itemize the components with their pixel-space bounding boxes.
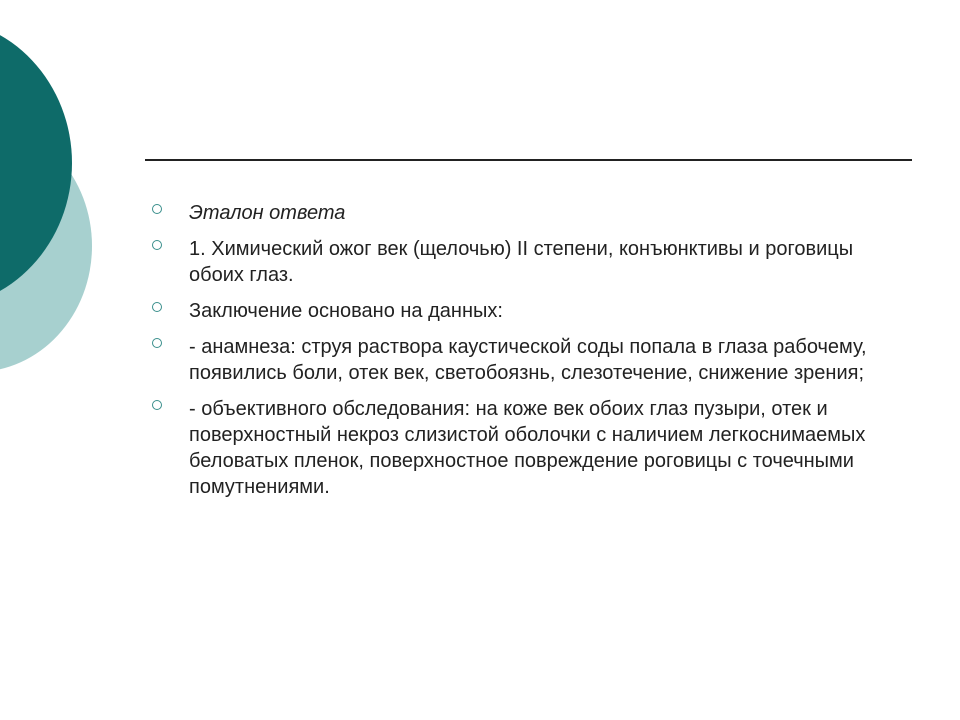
bullet-item-conclusion bbox=[152, 298, 892, 324]
hollow-circle-icon bbox=[152, 400, 162, 410]
bullet-list bbox=[152, 200, 892, 510]
bullet-item-answer-heading bbox=[152, 200, 892, 226]
hollow-circle-icon bbox=[152, 338, 162, 348]
bullet-text: 1. Химический ожог век (щелочью) II степени, конъюнктивы и роговицы обоих глаз. bbox=[189, 238, 854, 286]
title-divider-line bbox=[145, 159, 912, 161]
bullet-text: - объективного обследования: на коже век обоих глаз пузыри, отек и поверхностный некроз слизистой оболочки с наличием легкоснимаемых беловатых пленок, поверхностное повреждение роговицы с точечными помутнениями. bbox=[189, 398, 866, 498]
hollow-circle-icon bbox=[152, 204, 162, 214]
bullet-item-examination bbox=[152, 396, 892, 500]
bullet-text: Заключение основано на данных: bbox=[189, 300, 503, 322]
bullet-text: Эталон ответа bbox=[189, 202, 346, 224]
hollow-circle-icon bbox=[152, 240, 162, 250]
bullet-item-diagnosis bbox=[152, 236, 892, 288]
bullet-item-anamnesis bbox=[152, 334, 892, 386]
hollow-circle-icon bbox=[152, 302, 162, 312]
bullet-text: - анамнеза: струя раствора каустической соды попала в глаза рабочему, появились боли, отек век, светобоязнь, слезотечение, снижение зрения; bbox=[189, 336, 867, 384]
